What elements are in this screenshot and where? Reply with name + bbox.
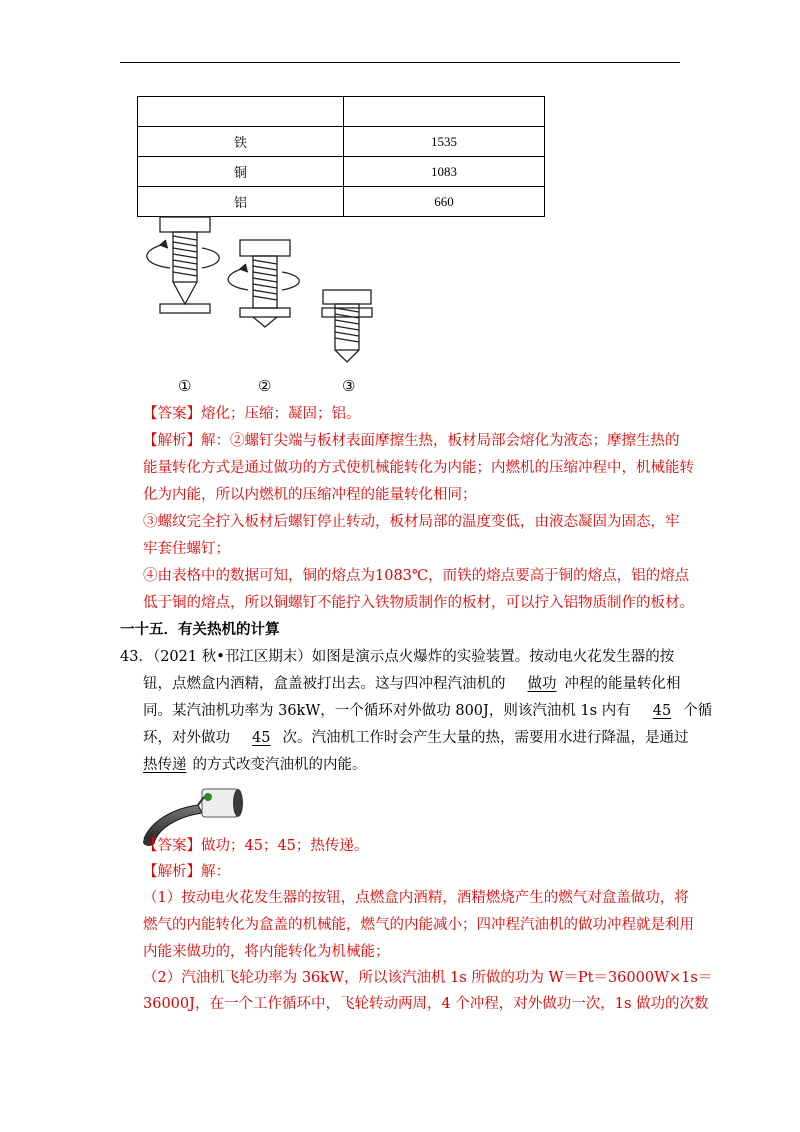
question-text: （2021 秋•邗江区期末）如图是演示点火爆炸的实验装置。按动电火花发生器的按 (152, 649, 675, 665)
analysis-2-head (143, 862, 230, 882)
table-cell-metal: 铝 (138, 187, 344, 217)
screw-3-image (322, 290, 372, 362)
screw-2-image (228, 240, 299, 327)
question-number: 43． (120, 649, 153, 665)
answer-text: 熔化；压缩；凝固；铝。 (201, 406, 361, 422)
screw-label-2: ② (258, 377, 272, 395)
analysis-1-line-5: 牢套住螺钉； (143, 541, 230, 557)
answer-2 (143, 836, 368, 856)
question-text: 环，对外做功 (143, 730, 230, 746)
table-cell-value: 1083 (344, 157, 545, 187)
question-text: 冲程的能量转化相 (564, 676, 681, 692)
analysis-1-line-7: 低于铜的熔点，所以铜螺钉不能拧入铁物质制作的板材，可以拧入铝物质制作的板材。 (143, 595, 694, 611)
question-43-line-5 (143, 755, 367, 775)
analysis-label: 【解析】 (143, 864, 201, 880)
analysis-1-line-6: ④由表格中的数据可知，铜的熔点为1083℃，而铁的熔点要高于铜的熔点，铝的熔点 (143, 568, 690, 584)
screw-1-image (147, 217, 219, 313)
analysis-label: 【解析】 (143, 433, 201, 449)
analysis-2-line-1: （1）按动电火花发生器的按钮，点燃盒内酒精，酒精燃烧产生的燃气对盒盖做功，将 (143, 890, 689, 906)
analysis-text: 解：②螺钉尖端与板材表面摩擦生热，板材局部会熔化为液态；摩擦生热的 (201, 433, 680, 449)
melting-point-table (137, 96, 545, 217)
answer-blank-3: 45 (252, 730, 271, 746)
header-rule (120, 62, 680, 63)
answer-label: 【答案】 (143, 838, 201, 854)
table-header-cell (138, 97, 344, 127)
question-text: 个循 (683, 703, 713, 719)
question-43-line-4 (143, 728, 688, 748)
table-cell-metal: 铜 (138, 157, 344, 187)
analysis-2-line-2: 燃气的内能转化为盒盖的机械能，燃气的内能减小；四冲程汽油机的做功冲程就是利用 (143, 917, 694, 933)
table-header-cell (344, 97, 545, 127)
screw-illustration (130, 212, 390, 402)
question-text: 次。汽油机工作时会产生大量的热，需要用水进行降温，是通过 (282, 730, 689, 746)
question-43-line-2 (143, 674, 681, 694)
screw-label-3: ③ (342, 377, 356, 395)
analysis-2-line-5: 36000J，在一个工作循环中，飞轮转动两周，4 个冲程，对外做功一次，1s 做功的次数 (143, 996, 709, 1012)
analysis-1-line-4: ③螺纹完全拧入板材后螺钉停止转动，板材局部的温度变低，由液态凝固为固态，牢 (143, 514, 680, 530)
analysis-1-line-2: 能量转化方式是通过做功的方式使机械能转化为内能；内燃机的压缩冲程中，机械能转 (143, 460, 694, 476)
question-43-line-1 (120, 647, 674, 667)
analysis-1-line-3: 化为内能，所以内燃机的压缩冲程的能量转化相同； (143, 487, 477, 503)
question-text: 钮，点燃盒内酒精，盒盖被打出去。这与四冲程汽油机的 (143, 676, 506, 692)
analysis-2-line-4: （2）汽油机飞轮功率为 36kW，所以该汽油机 1s 所做的功为 W＝Pt＝36000W×1s＝ (143, 970, 713, 986)
answer-label: 【答案】 (143, 406, 201, 422)
table-row (138, 127, 545, 157)
answer-text: 做功；45；45；热传递。 (201, 838, 369, 854)
question-text: 同。某汽油机功率为 36kW，一个循环对外做功 800J，则该汽油机 1s 内有 (143, 703, 631, 719)
analysis-1-line-1 (143, 431, 680, 451)
question-text: 的方式改变汽油机的内能。 (192, 757, 367, 773)
answer-1 (143, 404, 361, 424)
answer-blank-2: 45 (652, 703, 672, 719)
table-header-row (138, 97, 545, 127)
table-cell-value: 1535 (344, 127, 545, 157)
analysis-2-line-3: 内能来做功的，将内能转化为机械能； (143, 944, 390, 960)
table-cell-value: 660 (344, 187, 545, 217)
question-43-line-3 (143, 701, 712, 721)
table-row (138, 157, 545, 187)
answer-blank-1: 做功 (527, 676, 557, 692)
table-cell-metal: 铁 (138, 127, 344, 157)
screw-label-1: ① (178, 377, 192, 395)
analysis-text: 解： (201, 864, 230, 880)
answer-blank-4: 热传递 (143, 757, 187, 773)
section-title: 一十五．有关热机的计算 (120, 621, 280, 638)
